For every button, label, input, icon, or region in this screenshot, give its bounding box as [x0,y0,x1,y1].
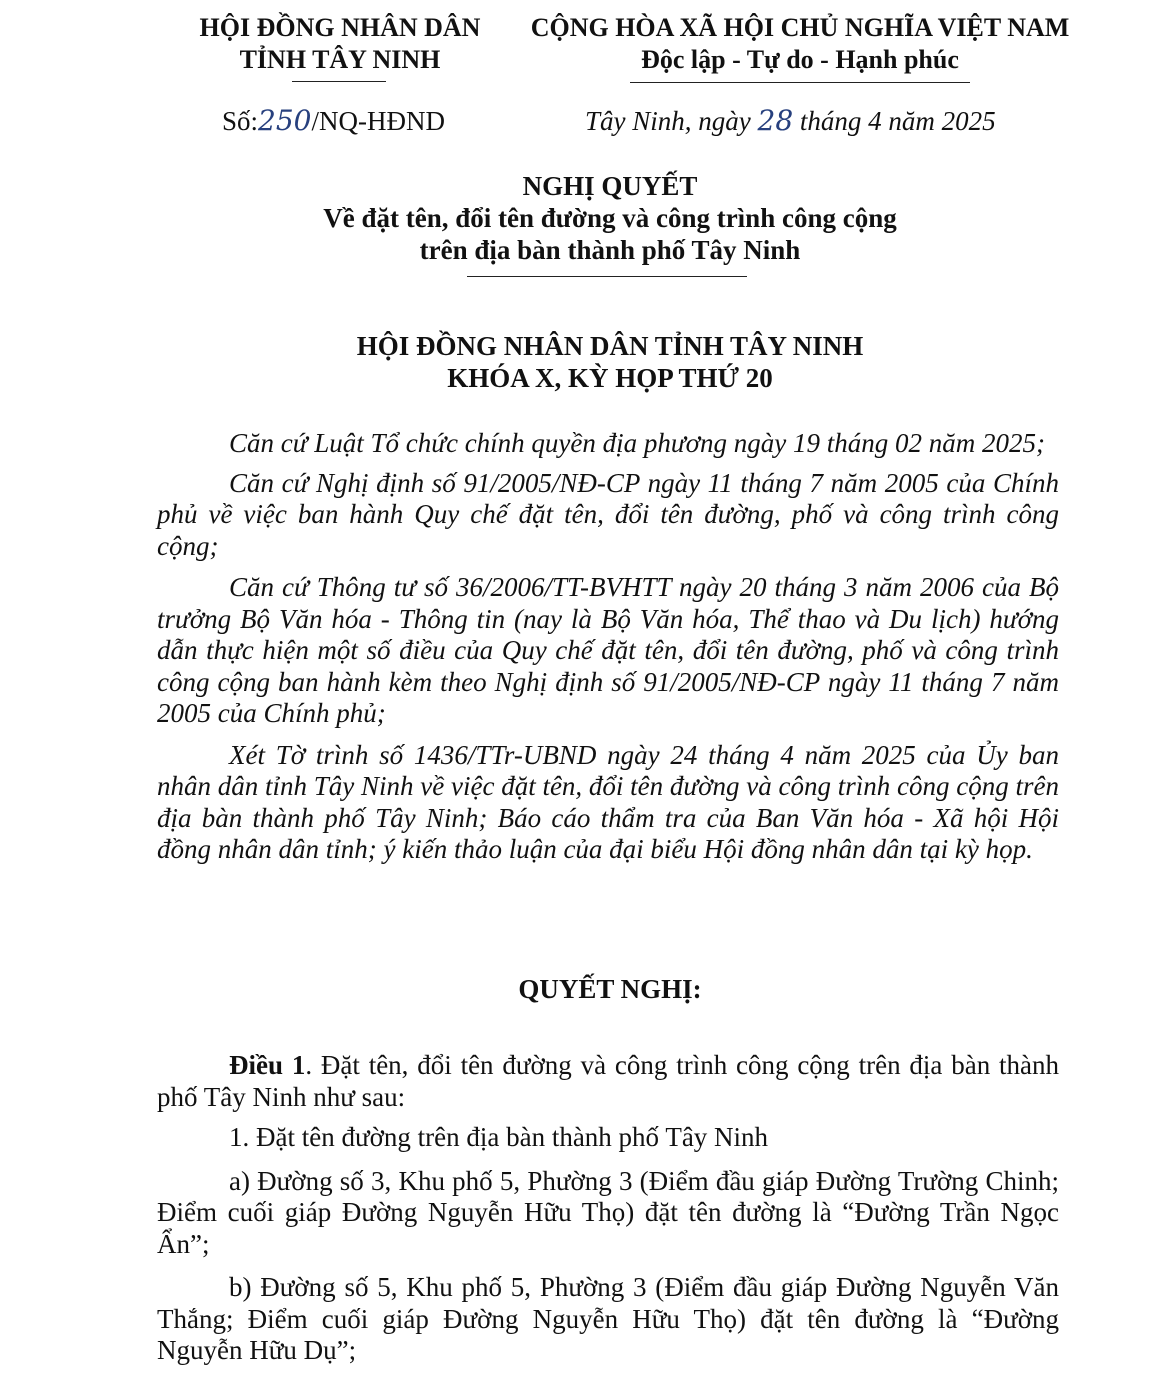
preamble [157,428,1059,866]
document-number-suffix: /NQ-HĐND [311,106,445,136]
preamble-paragraph: Căn cứ Thông tư số 36/2006/TT-BVHTT ngày 20 tháng 3 năm 2006 của Bộ trưởng Bộ Văn hóa - Thông tin (nay là Bộ Văn hóa, Thể thao và Du lịch) hướng dẫn thực hiện một số điều của Quy chế đặt tên, đổi tên đường, phố và công trình công cộng ban hành kèm theo Nghị định số 91/2005/NĐ-CP ngày 11 tháng 7 năm 2005 của Chính phủ; [157,572,1059,728]
national-header [520,12,1080,76]
article-1 [157,1050,1059,1367]
article-1-label: Điều 1 [229,1050,306,1080]
title-line2: Về đặt tên, đổi tên đường và công trình công cộng [323,203,897,233]
document-number [222,104,445,137]
national-motto: Độc lập - Tự do - Hạnh phúc [641,45,959,74]
document-number-handwritten: 250 [258,104,312,137]
issuing-authority-line1: HỘI ĐỒNG NHÂN DÂN [199,13,481,42]
list-item: b) Đường số 5, Khu phố 5, Phường 3 (Điểm đầu giáp Đường Nguyễn Văn Thắng; Điểm cuối giáp Đường Nguyễn Hữu Thọ) đặt tên đường là “Đường Nguyễn Hữu Dụ”; [157,1272,1059,1365]
date-day-handwritten: 28 [757,104,794,137]
list-item: a) Đường số 3, Khu phố 5, Phường 3 (Điểm đầu giáp Đường Trường Chinh; Điểm cuối giáp Đường Nguyễn Hữu Thọ) đặt tên đường là “Đường Trần Ngọc Ẩn”; [157,1165,1059,1259]
document-date [585,104,996,137]
article-1-text: . Đặt tên, đổi tên đường và công trình công cộng trên địa bàn thành phố Tây Ninh như sau: [157,1050,1060,1112]
preamble-paragraph: Xét Tờ trình số 1436/TTr-UBND ngày 24 tháng 4 năm 2025 của Ủy ban nhân dân tỉnh Tây Ninh về việc đặt tên, đổi tên đường và công trình công cộng trên địa bàn thành phố Tây Ninh; Báo cáo thẩm tra của Ban Văn hóa - Xã hội Hội đồng nhân dân tỉnh; ý kiến thảo luận của đại biểu Hội đồng nhân dân tại kỳ họp. [157,739,1059,864]
title-underline [467,276,747,277]
preamble-paragraph: Căn cứ Luật Tổ chức chính quyền địa phương ngày 19 tháng 02 năm 2025; [229,428,1046,458]
council-heading [160,330,1060,394]
document-number-prefix: Số: [222,106,259,136]
date-prefix: Tây Ninh, ngày [585,106,751,136]
title-line1: NGHỊ QUYẾT [522,171,698,201]
list-item: 1. Đặt tên đường trên địa bàn thành phố Tây Ninh [229,1122,769,1152]
republic-name: CỘNG HÒA XÃ HỘI CHỦ NGHĨA VIỆT NAM [530,13,1070,42]
decide-heading: QUYẾT NGHỊ: [518,974,702,1004]
resolution-title [160,170,1060,266]
council-line1: HỘI ĐỒNG NHÂN DÂN TỈNH TÂY NINH [356,331,864,361]
council-line2: KHÓA X, KỲ HỌP THỨ 20 [447,363,773,393]
date-suffix: tháng 4 năm 2025 [799,106,996,136]
article-1-paragraph [157,1050,1059,1113]
preamble-paragraph: Căn cứ Nghị định số 91/2005/NĐ-CP ngày 11 tháng 7 năm 2005 của Chính phủ về việc ban hành Quy chế đặt tên, đổi tên đường, phố và công trình công cộng; [157,467,1059,561]
issuing-authority [175,12,505,76]
motto-underline [630,82,970,83]
authority-underline [292,81,386,82]
issuing-authority-line2: TỈNH TÂY NINH [239,45,441,74]
title-line3: trên địa bàn thành phố Tây Ninh [419,235,801,265]
